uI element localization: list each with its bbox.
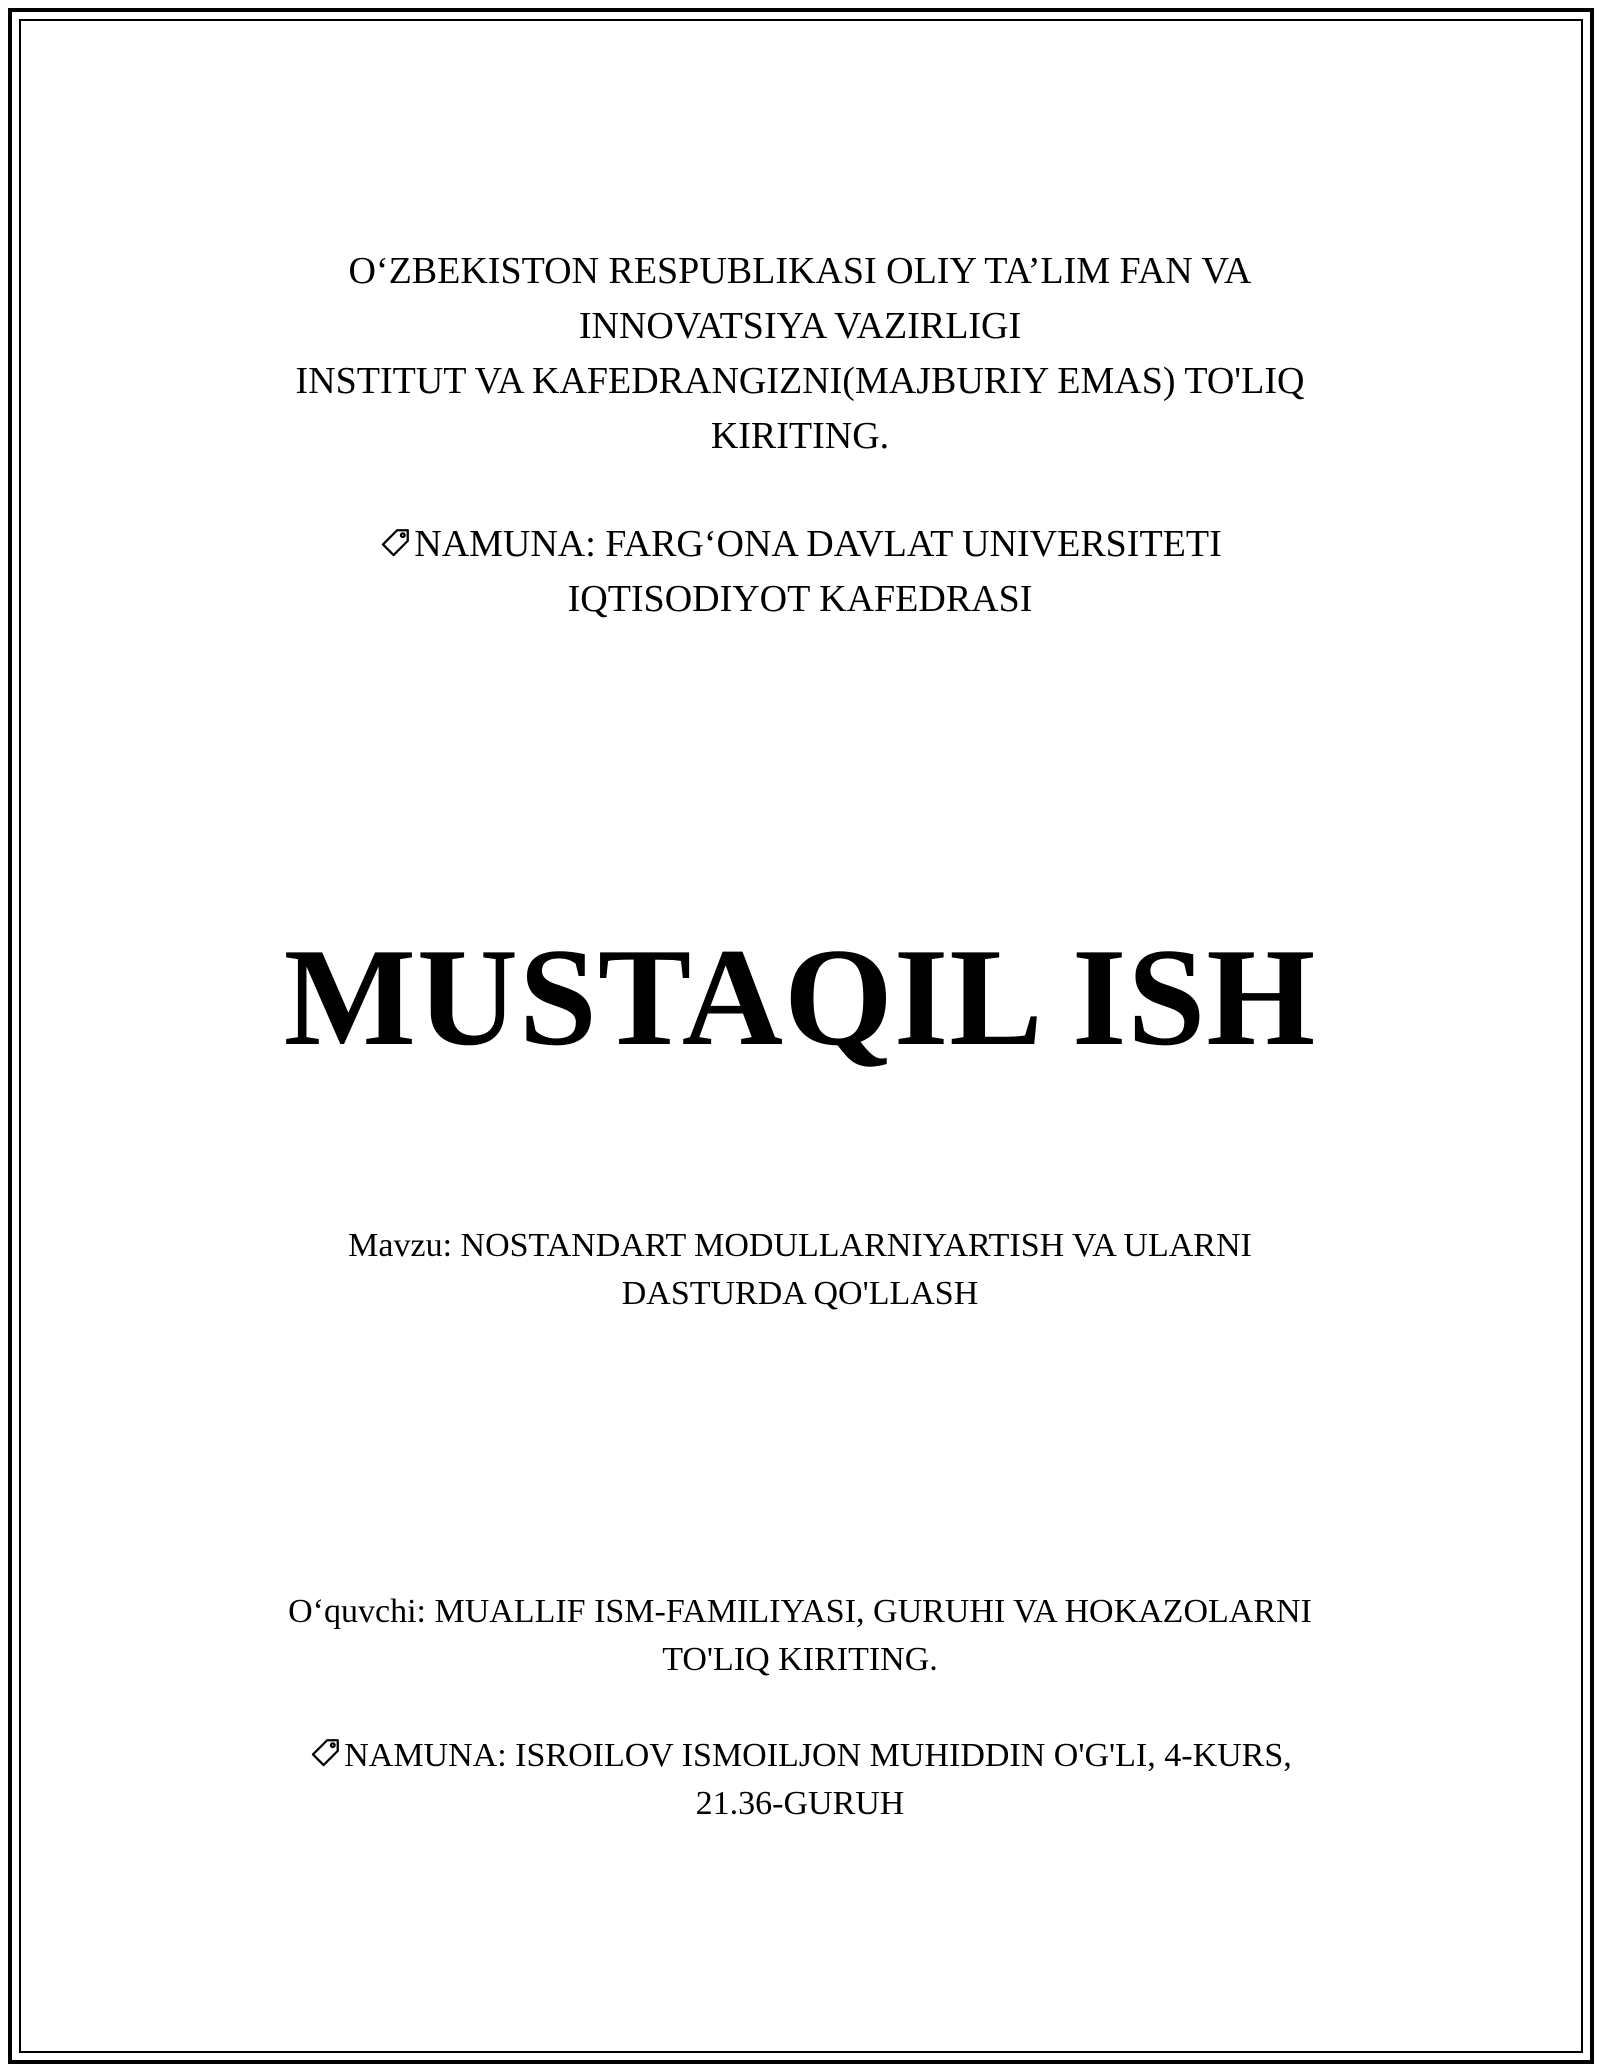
student-line-2: TO'LIQ KIRITING. <box>662 1641 938 1678</box>
header-line-1: O‘ZBEKISTON RESPUBLIKASI OLIY TA’LIM FAN VA <box>348 250 1252 292</box>
student-sample-line-2: 21.36-GURUH <box>695 1785 905 1822</box>
institution-sample-line-2: IQTISODIYOT KAFEDRASI <box>567 578 1033 620</box>
ministry-header <box>0 244 1600 464</box>
header-line-4: KIRITING. <box>710 415 890 457</box>
student-block <box>0 1588 1600 1684</box>
institution-sample <box>0 517 1600 627</box>
student-sample <box>0 1732 1600 1828</box>
tag-icon <box>308 1736 342 1770</box>
tag-icon <box>378 526 412 560</box>
topic-line-1: Mavzu: NOSTANDART MODULLARNIYARTISH VA ULARNI <box>348 1227 1252 1264</box>
document-title: MUSTAQIL ISH <box>283 920 1317 1075</box>
institution-sample-line-1 <box>0 517 1600 572</box>
topic-line-2: DASTURDA QO'LLASH <box>621 1275 979 1312</box>
student-sample-line-1 <box>0 1732 1600 1780</box>
topic-block <box>0 1222 1600 1318</box>
header-line-2: INNOVATSIYA VAZIRLIGI <box>578 305 1022 347</box>
student-line-1: O‘quvchi: MUALLIF ISM-FAMILIYASI, GURUHI VA HOKAZOLARNI <box>288 1593 1312 1630</box>
student-sample-text: NAMUNA: ISROILOV ISMOILJON MUHIDDIN O'G'LI, 4-KURS, <box>344 1737 1292 1774</box>
header-line-3: INSTITUT VA KAFEDRANGIZNI(MAJBURIY EMAS) TO'LIQ <box>295 360 1305 402</box>
institution-sample-text: NAMUNA: FARG‘ONA DAVLAT UNIVERSITETI <box>414 523 1222 565</box>
